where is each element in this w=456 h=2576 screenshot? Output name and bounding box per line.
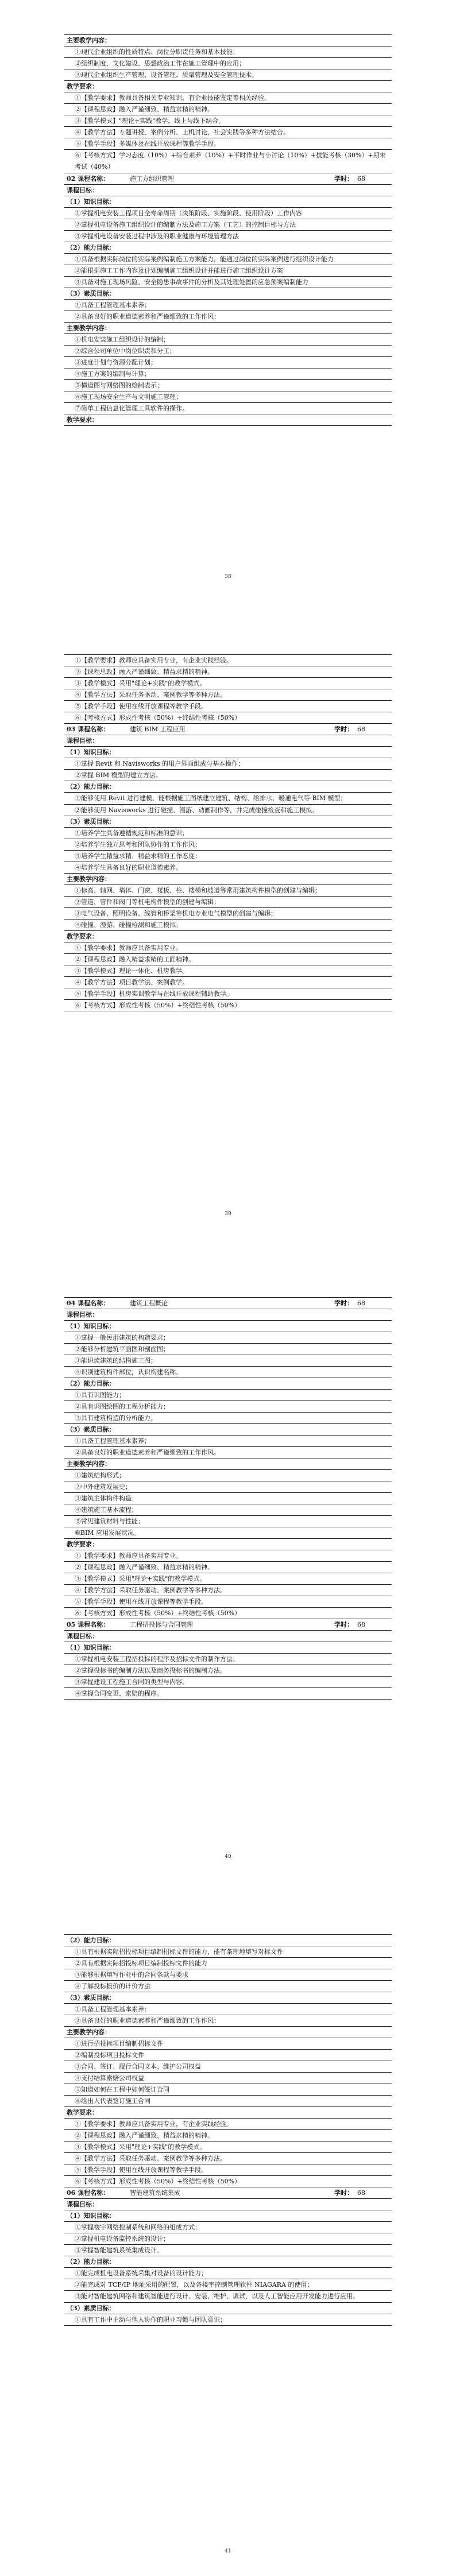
content-line: ③掌握建设工程施工合同的类型与内容。	[64, 1677, 392, 1688]
content-line: ④碰撞、漫游、碰撞检测和施工模拟。	[64, 920, 392, 931]
content-line: ④了解投标报价的计价方法	[64, 1981, 392, 1992]
content-line: ①能够使用 Revit 进行建模，能根据施工图纸建立建筑、结构、给排水、暖通电气等 BIM 模型；	[64, 793, 392, 805]
hours-label: 学时：	[334, 1299, 353, 1307]
course-number-label: 02 课程名称：	[67, 175, 110, 183]
content-line: ③【教学模式】理论一体化、机房教学。	[64, 965, 392, 977]
section-heading: （3）素质目标：	[64, 816, 392, 828]
section-heading: 主要教学内容：	[64, 2027, 392, 2038]
page	[0, 1297, 456, 1883]
section-heading: （2）能力目标：	[64, 1378, 392, 1390]
page-number: 39	[225, 1211, 231, 1217]
hours-value: 68	[357, 726, 365, 733]
section-heading: 教学要求：	[64, 414, 392, 426]
course-header-row	[64, 1298, 392, 1309]
content-line: ①具备工程管理基本素养；	[64, 1436, 392, 1447]
content-line: ②能够分析建筑平面图和剖面图；	[64, 1344, 392, 1355]
hours-value: 68	[357, 175, 365, 183]
course-number-label: 03 课程名称：	[67, 726, 110, 733]
section-heading: （3）素质目标：	[64, 1992, 392, 2004]
content-line: ①建筑结构形式；	[64, 1470, 392, 1481]
content-line: ③【教学模式】采用"理论+实践"的教学模式。	[64, 678, 392, 689]
hours-label: 学时：	[334, 2189, 353, 2197]
content-line: ①具备根据实际岗位的实际案例编制施工方案能力，能通过岗位的实际案例进行组织设计能力	[64, 254, 392, 265]
content-line: ②能根据施工工作内容及计划编制施工组织设计并能进行施工组织设计方案	[64, 265, 392, 277]
content-line: ②组织制度、文化建设、思想政治工作在施工管理中的应用；	[64, 58, 392, 69]
content-line: ①掌握楼宇网络控制系统和网络的组成方式；	[64, 2222, 392, 2233]
course-header-row	[64, 1619, 392, 1631]
content-line: ①【教学要求】教师应具备实用专业，有企业实践经验。	[64, 2119, 392, 2130]
content-line: ⑥【考核方式】形成性考核（50%）+终结性考核（50%）	[64, 1000, 392, 1011]
content-line: ②掌握投标书的编制方法以及商务投标书的编制方法。	[64, 1665, 392, 1677]
page-content	[64, 654, 392, 1011]
course-number-label: 06 课程名称：	[67, 2189, 110, 2197]
hours-label: 学时：	[334, 175, 353, 183]
page	[0, 34, 456, 620]
hours-label: 学时：	[334, 1621, 353, 1628]
hours-value: 68	[357, 2189, 365, 2197]
content-line: ②培养学生独立思考和团队协作的工作作风；	[64, 839, 392, 851]
content-line: ①具有识图能力；	[64, 1390, 392, 1401]
content-line: ③进度计划与资源分配计划；	[64, 357, 392, 368]
content-line: ⑤常见建筑材料与性能；	[64, 1516, 392, 1527]
course-header-row	[64, 724, 392, 735]
content-line: ①【教学要求】教师应具备实用专业。	[64, 1550, 392, 1562]
content-line: ③合同、签订、履行合同文本、维护公司权益	[64, 2061, 392, 2073]
content-line: ④识别建筑构件部位，认识构建名称。	[64, 1367, 392, 1378]
content-line: ①机电安装施工组织设计的编制；	[64, 334, 392, 346]
content-line: ⑤【教学手段】使用在线开放课程等教学手段。	[64, 701, 392, 712]
content-line: ⑦简单工程信息化管理工具软件的操作。	[64, 403, 392, 414]
content-line: ③电气设备、照明设备、线管和桥架等机电专业电气模型的创建与编辑；	[64, 908, 392, 920]
content-line: ③【教学模式】"理论+实践"教学，线上与线下结合。	[64, 115, 392, 127]
content-line: ②具有识图绘图的工程分析能力；	[64, 1401, 392, 1413]
section-heading: 课程目标：	[64, 1309, 392, 1321]
course-number-label: 05 课程名称：	[67, 1621, 110, 1628]
content-line: ②【课程思政】融入严谨细致、精益求精的精神。	[64, 1562, 392, 1573]
content-line: ③能识读建筑的结构施工图；	[64, 1355, 392, 1367]
content-line: ④施工方案的编制与计算；	[64, 368, 392, 380]
page-number: 41	[225, 2548, 231, 2554]
section-heading: 主要教学内容：	[64, 1458, 392, 1470]
section-heading: （2）能力目标：	[64, 2256, 392, 2268]
content-line: ①培养学生具备遵循规范和标准的意识；	[64, 828, 392, 839]
content-line: ④【教学方法】专题讲授、案例分析、上机讨论，社会实践等多种方法结合。	[64, 127, 392, 138]
content-line: ①标高、轴网、墙体、门窗、楼板、柱、楼梯和坡道等常用建筑构件模型的创建与编辑；	[64, 885, 392, 897]
content-line: ③具备对施工现场风险、安全隐患事故事件的分析及其处理处置的应急预案编制能力	[64, 277, 392, 288]
content-line: ②中外建筑发展史；	[64, 1481, 392, 1493]
content-line: ②【课程思政】融入严谨细致、精益求精的精神。	[64, 104, 392, 115]
section-heading: （2）能力目标：	[64, 1935, 392, 1946]
content-line: ②具备良好的职业道德素养和严谨细致的工作作风。	[64, 1447, 392, 1458]
content-line: ②具有根据实际招投标项目编制投标文件的能力	[64, 1958, 392, 1969]
content-line: ①具有根据实际招投标项目编制招标文件的能力，能有条理地填写对标文件	[64, 1946, 392, 1958]
course-name: 工程招投标与合同管理	[130, 1621, 193, 1628]
content-line: ④掌握合同变更、索赔的程序。	[64, 1688, 392, 1700]
section-heading: （3）素质目标：	[64, 1424, 392, 1436]
content-line: ③【教学模式】采用"理论+实践"的教学模式。	[64, 1573, 392, 1585]
content-line: ⑤【教学手段】多媒体及在线开放课程等教学手段。	[64, 138, 392, 150]
content-line: ①【教学要求】教师应具备实用专业，有企业实践经验。	[64, 655, 392, 666]
section-heading: 课程目标：	[64, 1631, 392, 1642]
content-line: ①掌握机电安装工程招投标的程序及招标文件的制作方法。	[64, 1654, 392, 1665]
content-line: ②能完成对 TCP/IP 地址采用的配置，以及各楼宇控制管理软件 NIAGARA 的使用；	[64, 2279, 392, 2291]
content-line: ③掌握智能建筑系统集成设计。	[64, 2245, 392, 2256]
page-number: 38	[225, 574, 231, 580]
content-line: ②掌握机电设备监控系统的设计；	[64, 2233, 392, 2245]
course-name: 建筑 BIM 工程应用	[130, 726, 186, 733]
course-name: 建筑工程概论	[130, 1299, 168, 1307]
course-name: 智能建筑系统集成	[130, 2189, 180, 2197]
page-content	[64, 34, 392, 426]
section-heading: （3）素质目标：	[64, 2303, 392, 2314]
content-line: ①具备工程管理基本素养；	[64, 2004, 392, 2015]
content-line: ⑥【考核方式】形成性考核（50%）+终结性考核（50%）	[64, 712, 392, 724]
content-line: ①【教学要求】教师具备相关专业知识，有企业技能鉴定等相关经验。	[64, 92, 392, 104]
section-heading: 教学要求：	[64, 81, 392, 92]
content-line: ①【教学要求】教师应具备实用专业。	[64, 942, 392, 954]
content-line: ③现代企业组织生产管理、设备管理、质量管理及安全管理技术。	[64, 69, 392, 81]
content-line: ①掌握机电安装工程项目全寿命周期（决策阶段、实施阶段、使用阶段）工作内容	[64, 208, 392, 219]
content-line: ②具备良好的职业道德素养和严谨细致的工作作风；	[64, 311, 392, 323]
section-heading: （1）知识目标：	[64, 2210, 392, 2222]
section-heading: 教学要求：	[64, 1539, 392, 1550]
page	[0, 1934, 456, 2520]
content-line: ②掌握 BIM 模型的建立方法。	[64, 770, 392, 781]
content-line: ③掌握机电设备安装过程中涉及的职业健康与环境管理方法	[64, 231, 392, 242]
content-line: ⑥施工现场安全生产与文明施工管理；	[64, 391, 392, 403]
section-heading: 课程目标：	[64, 735, 392, 747]
section-heading: 教学要求：	[64, 2107, 392, 2119]
section-heading: （3）素质目标：	[64, 288, 392, 300]
content-line: ①具有工作中主动与他人协作的职业习惯与团队意识；	[64, 2314, 392, 2326]
course-name: 施工方组织管理	[130, 175, 174, 183]
content-line: ①掌握 Revit 和 Navisworks 的用户界面组成与基本操作；	[64, 758, 392, 770]
content-line: ②编制投标项目投标文件	[64, 2050, 392, 2061]
page-number: 40	[225, 1854, 231, 1860]
content-line: ④【教学方法】采取任务驱动、案例教学等多种方法。	[64, 2153, 392, 2164]
content-line: ⑤【教学手段】机房实训教学与在线开放课程辅助教学。	[64, 988, 392, 1000]
content-line: ③能对智能建筑网络和建筑智能进行设计、安装、维护、调试，以及人工智能应用开发能力进行应用。	[64, 2291, 392, 2303]
section-heading: （1）知识目标：	[64, 747, 392, 758]
content-line: ②掌握机电设备施工组织设计的编制方法及施工方案（工艺）的控制目标与方法	[64, 219, 392, 231]
content-line: ⑥【考核方式】形成性考核（50%）+终结性考核（50%）	[64, 1608, 392, 1619]
section-heading: 课程目标：	[64, 185, 392, 196]
section-heading: （2）能力目标：	[64, 781, 392, 793]
content-line: ⑤横道图与网络图的绘制表示；	[64, 380, 392, 391]
content-line: ⑤【教学手段】使用在线开放课程等教学手段。	[64, 2164, 392, 2176]
content-line: ①能完成机电设备系统采集对设备的设计能力；	[64, 2268, 392, 2279]
content-line: ③培养学生精益求精、精益求精的工作态度；	[64, 851, 392, 862]
section-heading: （1）知识目标：	[64, 1642, 392, 1654]
content-line: ④【教学方法】项目教学法、案例教学。	[64, 977, 392, 988]
content-line: ③建筑主体构件构造；	[64, 1493, 392, 1504]
content-line: ⑥【考核方式】形成性考核（50%）+终结性考核（50%）	[64, 2176, 392, 2187]
content-line: ②管道、管件和阀门等机电构件模型的创建与编辑；	[64, 897, 392, 908]
hours-value: 68	[357, 1621, 365, 1628]
section-heading: 教学要求：	[64, 931, 392, 942]
content-line: ②具备良好的职业道德素养和严谨细致的工作作风；	[64, 2015, 392, 2027]
section-heading: 主要教学内容：	[64, 35, 392, 46]
content-line: ①进行招投标项目编制招标文件	[64, 2038, 392, 2050]
content-line: ⑤知道如何在工程中如何签订合同	[64, 2084, 392, 2096]
content-line: ④支付结算索赔公司权益	[64, 2073, 392, 2084]
content-line: ⑥BIM 应用发展状况。	[64, 1527, 392, 1539]
content-line: ②综合公司单位中岗位职责和分工；	[64, 346, 392, 357]
section-heading: 课程目标：	[64, 2199, 392, 2210]
content-line: ②【课程思政】融入严谨细致、精益求精的精神。	[64, 2130, 392, 2142]
course-number-label: 04 课程名称：	[67, 1299, 110, 1307]
page-content	[64, 1297, 392, 1700]
content-line: ③【教学模式】采用"理论+实践"的教学模式。	[64, 2142, 392, 2153]
content-line: ④【教学方法】采取任务驱动、案例教学等多种方法。	[64, 1585, 392, 1596]
section-heading: 主要教学内容：	[64, 323, 392, 334]
course-header-row	[64, 173, 392, 185]
page	[0, 654, 456, 1240]
content-line: ②能够使用 Navisworks 进行碰撞、漫游、动画制作等，并完成碰撞检查和施工模拟。	[64, 805, 392, 816]
content-line: ②【课程思政】融入严谨细致、精益求精的精神。	[64, 666, 392, 678]
section-heading: （1）知识目标：	[64, 196, 392, 208]
page-content	[64, 1934, 392, 2326]
content-line: ⑥给出人代表签订施工合同	[64, 2096, 392, 2107]
course-header-row	[64, 2187, 392, 2199]
content-line: ②【课程思政】融入精益求精的工匠精神。	[64, 954, 392, 965]
content-line: ①掌握一般民用建筑的构造要求；	[64, 1332, 392, 1344]
content-line: ④【教学方法】采取任务驱动、案例教学等多种方法。	[64, 689, 392, 701]
content-line: ③具有建筑构造的分析能力。	[64, 1413, 392, 1424]
content-line: ⑥【考核方式】学习态度（10%）+综合素养（10%）+平时作业与小讨论（10%）+技能考核（30%）+期末考试（40%）	[64, 150, 392, 173]
content-line: ①现代企业组织的性质特点、岗位分职责任务和基本技能；	[64, 46, 392, 58]
content-line: ④培养学生具备良好的职业道德素养。	[64, 862, 392, 874]
hours-label: 学时：	[334, 726, 353, 733]
content-line: ①具备工程管理基本素养；	[64, 300, 392, 311]
content-line: ⑤【教学手段】使用在线开放课程等教学手段。	[64, 1596, 392, 1608]
section-heading: （1）知识目标：	[64, 1321, 392, 1332]
content-line: ④建筑施工基本流程；	[64, 1504, 392, 1516]
hours-value: 68	[357, 1299, 365, 1307]
section-heading: （2）能力目标：	[64, 242, 392, 254]
content-line: ③能够根据填写作业中的合同条款与要求	[64, 1969, 392, 1981]
section-heading: 主要教学内容：	[64, 874, 392, 885]
